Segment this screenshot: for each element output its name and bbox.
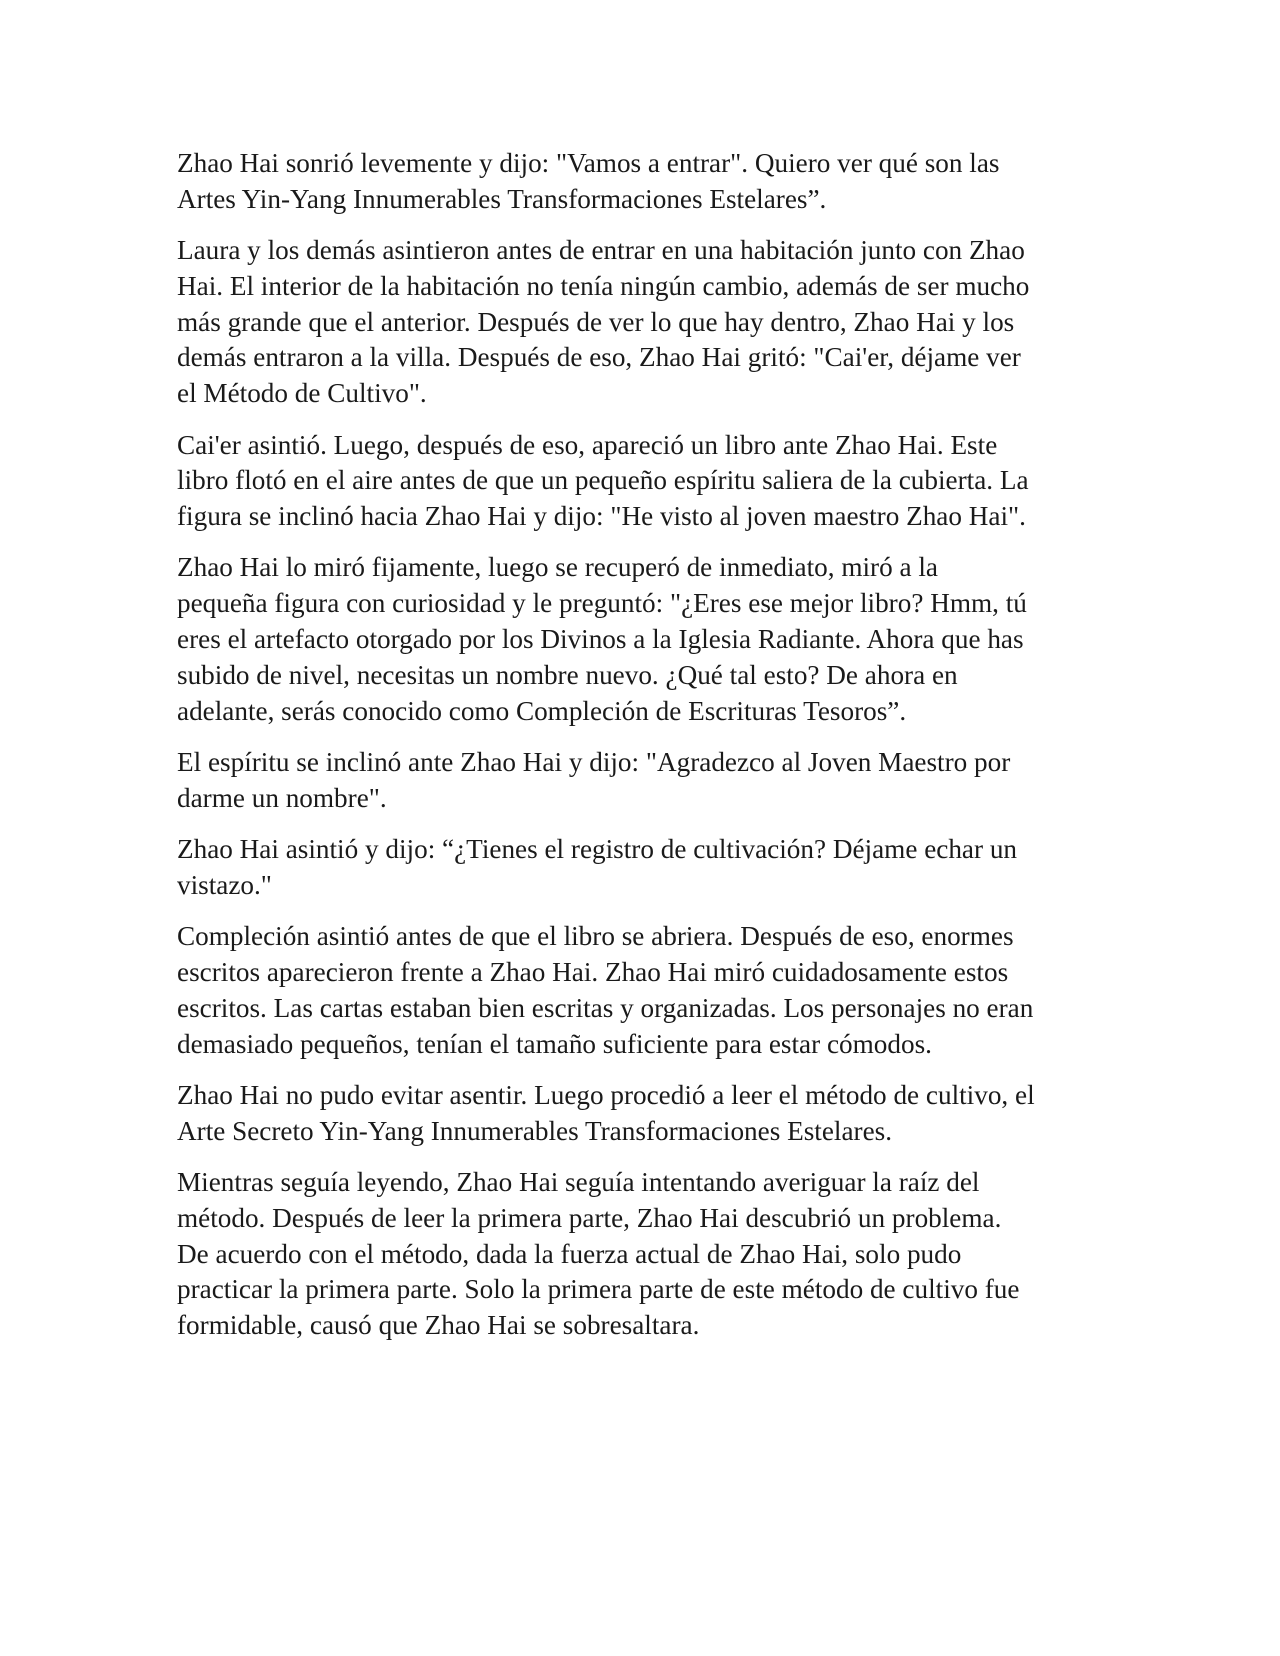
text-line: demasiado pequeños, tenían el tamaño suficiente para estar cómodos. bbox=[177, 1028, 932, 1059]
text-line: eres el artefacto otorgado por los Divinos a la Iglesia Radiante. Ahora que has bbox=[177, 624, 1024, 655]
text-line: más grande que el anterior. Después de ver lo que hay dentro, Zhao Hai y los bbox=[177, 306, 1015, 337]
text-line: Artes Yin-Yang Innumerables Transformaciones Estelares”. bbox=[177, 183, 827, 214]
text-line: Zhao Hai lo miró fijamente, luego se recuperó de inmediato, miró a la bbox=[177, 552, 938, 583]
text-line: Compleción asintió antes de que el libro se abriera. Después de eso, enormes bbox=[177, 921, 1014, 952]
paragraph bbox=[177, 550, 1107, 729]
text-line: demás entraron a la villa. Después de eso, Zhao Hai gritó: "Cai'er, déjame ver bbox=[177, 342, 1021, 373]
document-body bbox=[177, 146, 1107, 1359]
text-line: Zhao Hai no pudo evitar asentir. Luego procedió a leer el método de cultivo, el bbox=[177, 1079, 1035, 1110]
text-line: Mientras seguía leyendo, Zhao Hai seguía intentando averiguar la raíz del bbox=[177, 1166, 980, 1197]
text-line: formidable, causó que Zhao Hai se sobresaltara. bbox=[177, 1310, 700, 1341]
text-line: pequeña figura con curiosidad y le preguntó: "¿Eres ese mejor libro? Hmm, tú bbox=[177, 588, 1027, 619]
text-line: De acuerdo con el método, dada la fuerza actual de Zhao Hai, solo pudo bbox=[177, 1238, 962, 1269]
text-line: escritos. Las cartas estaban bien escritas y organizadas. Los personajes no eran bbox=[177, 992, 1034, 1023]
paragraph bbox=[177, 233, 1107, 412]
text-line: escritos aparecieron frente a Zhao Hai. Zhao Hai miró cuidadosamente estos bbox=[177, 956, 1009, 987]
text-line: Arte Secreto Yin-Yang Innumerables Transformaciones Estelares. bbox=[177, 1115, 893, 1146]
text-line: Cai'er asintió. Luego, después de eso, apareció un libro ante Zhao Hai. Este bbox=[177, 429, 998, 460]
text-line: practicar la primera parte. Solo la primera parte de este método de cultivo fue bbox=[177, 1274, 1020, 1305]
paragraph bbox=[177, 428, 1107, 535]
paragraph bbox=[177, 832, 1107, 904]
text-line: El espíritu se inclinó ante Zhao Hai y dijo: "Agradezco al Joven Maestro por bbox=[177, 746, 1011, 777]
text-line: libro flotó en el aire antes de que un pequeño espíritu saliera de la cubierta. La bbox=[177, 465, 1029, 496]
text-line: Zhao Hai sonrió levemente y dijo: "Vamos a entrar". Quiero ver qué son las bbox=[177, 148, 1000, 178]
paragraph bbox=[177, 146, 1107, 218]
text-line: darme un nombre". bbox=[177, 782, 387, 813]
text-line: el Método de Cultivo". bbox=[177, 378, 427, 409]
text-line: método. Después de leer la primera parte, Zhao Hai descubrió un problema. bbox=[177, 1202, 1002, 1233]
text-line: Zhao Hai asintió y dijo: “¿Tienes el registro de cultivación? Déjame echar un bbox=[177, 834, 1018, 865]
text-line: vistazo." bbox=[177, 869, 272, 900]
text-line: figura se inclinó hacia Zhao Hai y dijo: "He visto al joven maestro Zhao Hai". bbox=[177, 501, 1026, 532]
text-line: subido de nivel, necesitas un nombre nuevo. ¿Qué tal esto? De ahora en bbox=[177, 659, 958, 690]
paragraph bbox=[177, 1165, 1107, 1344]
text-line: Laura y los demás asintieron antes de entrar en una habitación junto con Zhao bbox=[177, 235, 1025, 266]
text-line: adelante, serás conocido como Compleción de Escrituras Tesoros”. bbox=[177, 695, 907, 726]
paragraph bbox=[177, 1078, 1107, 1150]
paragraph bbox=[177, 919, 1107, 1062]
text-line: Hai. El interior de la habitación no tenía ningún cambio, además de ser mucho bbox=[177, 270, 1030, 301]
paragraph bbox=[177, 745, 1107, 817]
